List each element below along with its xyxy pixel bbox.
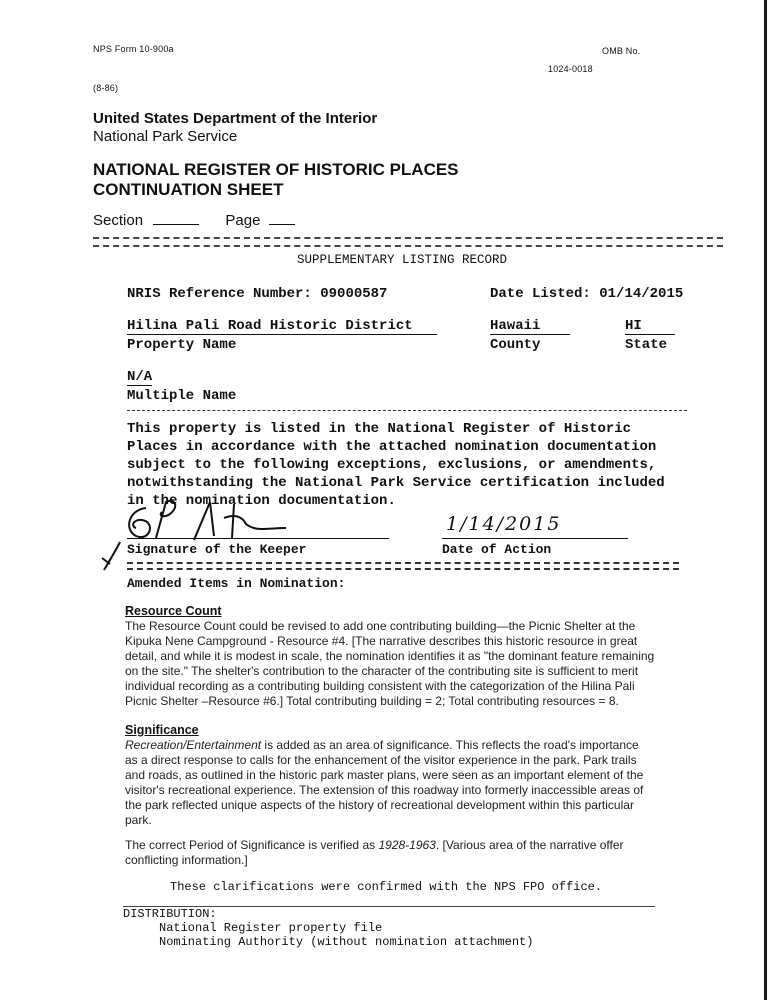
property-name-value: Hilina Pali Road Historic District [127,318,437,335]
omb-number: 1024-0018 [548,64,593,74]
paragraph-line: The Resource Count could be revised to add one contributing building—the Picnic Shelter at the [125,619,636,633]
statement-line: This property is listed in the National Register of Historic [127,421,632,437]
paragraph-line: park. [125,813,152,827]
paragraph-line [125,738,725,753]
section-blank [153,224,199,225]
paragraph-line: individual recording as a contributing building consistent with the categorization of the Hilina Pali [125,679,635,693]
signature-divider [127,562,679,570]
statement-line: in the nomination documentation. [127,493,396,509]
register-title: NATIONAL REGISTER OF HISTORIC PLACES [93,160,459,179]
keeper-signature [116,498,316,548]
state-value: HI [625,318,675,335]
paragraph-line: the park reflected unique aspects of the history of recreational development within this particular [125,798,634,812]
period-text [125,838,725,868]
nris-number: 09000587 [320,286,388,302]
continuation-title: CONTINUATION SHEET [93,180,284,199]
period-dates: 1928-1963 [378,838,436,852]
statement-line: Places in accordance with the attached nomination documentation [127,439,657,455]
paragraph-line: Picnic Shelter –Resource #6.] Total contributing building = 2; Total contributing resources = 8. [125,694,619,708]
scan-edge [764,0,767,1000]
state [625,318,675,353]
paragraph-line: detail, and while it is modest in scale, the nomination identifies it as "the dominant feature remaining [125,649,655,663]
distribution-label: DISTRIBUTION: [123,907,217,921]
omb-label: OMB No. [602,46,641,56]
record-divider [127,410,687,411]
nris-label: NRIS Reference Number: [127,286,312,302]
paragraph-line: as a direct response to calls for the enhancement of the visitor experience in the park. Park trails [125,753,637,767]
distribution-item: National Register property file [159,921,383,935]
form-number: NPS Form 10-900a [93,44,174,54]
header-divider [93,237,723,247]
property-name-label: Property Name [127,337,237,353]
paragraph-fragment: is added as an area of significance. This reflects the road's importance [261,738,639,752]
property-name [127,318,437,353]
check-mark [100,540,126,574]
page-label: Page [225,212,261,229]
handwritten-date: 1/14/2015 [446,513,562,535]
form-date: (8-86) [93,83,119,93]
multiple-name-label: Multiple Name [127,388,237,404]
significance-area: Recreation/Entertainment [125,738,262,752]
multiple-name [127,369,427,404]
date-listed [490,286,683,302]
paragraph-line: visitor's recreational experience. The extension of this roadway into formerly inaccessible areas of [125,783,644,797]
date-listed-label: Date Listed: [490,286,591,302]
record-title: SUPPLEMENTARY LISTING RECORD [297,253,508,267]
date-listed-value: 01/14/2015 [599,286,684,302]
section-field [93,212,295,229]
statement-line: subject to the following exceptions, exclusions, or amendments, [127,457,657,473]
county-label: County [490,337,541,353]
paragraph-fragment: The correct Period of Significance is verified as [125,838,379,852]
nris-reference [127,286,387,302]
resource-count-text [125,619,725,709]
clarification-note: These clarifications were confirmed with the NPS FPO office. [170,880,603,894]
paragraph-line: conflicting information.] [125,853,248,867]
date-action-label: Date of Action [442,542,552,557]
resource-count-heading: Resource Count [125,604,222,618]
amended-items-label: Amended Items in Nomination: [127,576,346,591]
paragraph-line: on the site." The shelter's contribution to the character of the contributing site is sufficient to merit [125,664,639,678]
agency-name: National Park Service [93,128,238,145]
department-name: United States Department of the Interior [93,110,378,127]
paragraph-line [125,838,725,853]
paragraph-line: and roads, as outlined in the historic park master plans, were seen as an important element of the [125,768,644,782]
paragraph-line: Kipuka Nene Campground - Resource #4. [The narrative describes this historic resource in great [125,634,638,648]
distribution-block [123,907,533,949]
date-line [442,538,628,539]
multiple-name-value: N/A [127,369,153,385]
signature-label: Signature of the Keeper [127,542,307,557]
section-label: Section [93,212,144,229]
significance-heading: Significance [125,723,199,737]
state-label: State [625,337,668,353]
signature-line [127,538,389,539]
significance-text [125,738,725,828]
county [490,318,570,353]
listing-statement [127,420,665,510]
page-blank [269,224,295,225]
statement-line: notwithstanding the National Park Service certification included [127,475,665,491]
distribution-item: Nominating Authority (without nomination attachment) [159,935,534,949]
county-value: Hawaii [490,318,570,335]
paragraph-fragment: . [Various area of the narrative offer [435,838,624,852]
